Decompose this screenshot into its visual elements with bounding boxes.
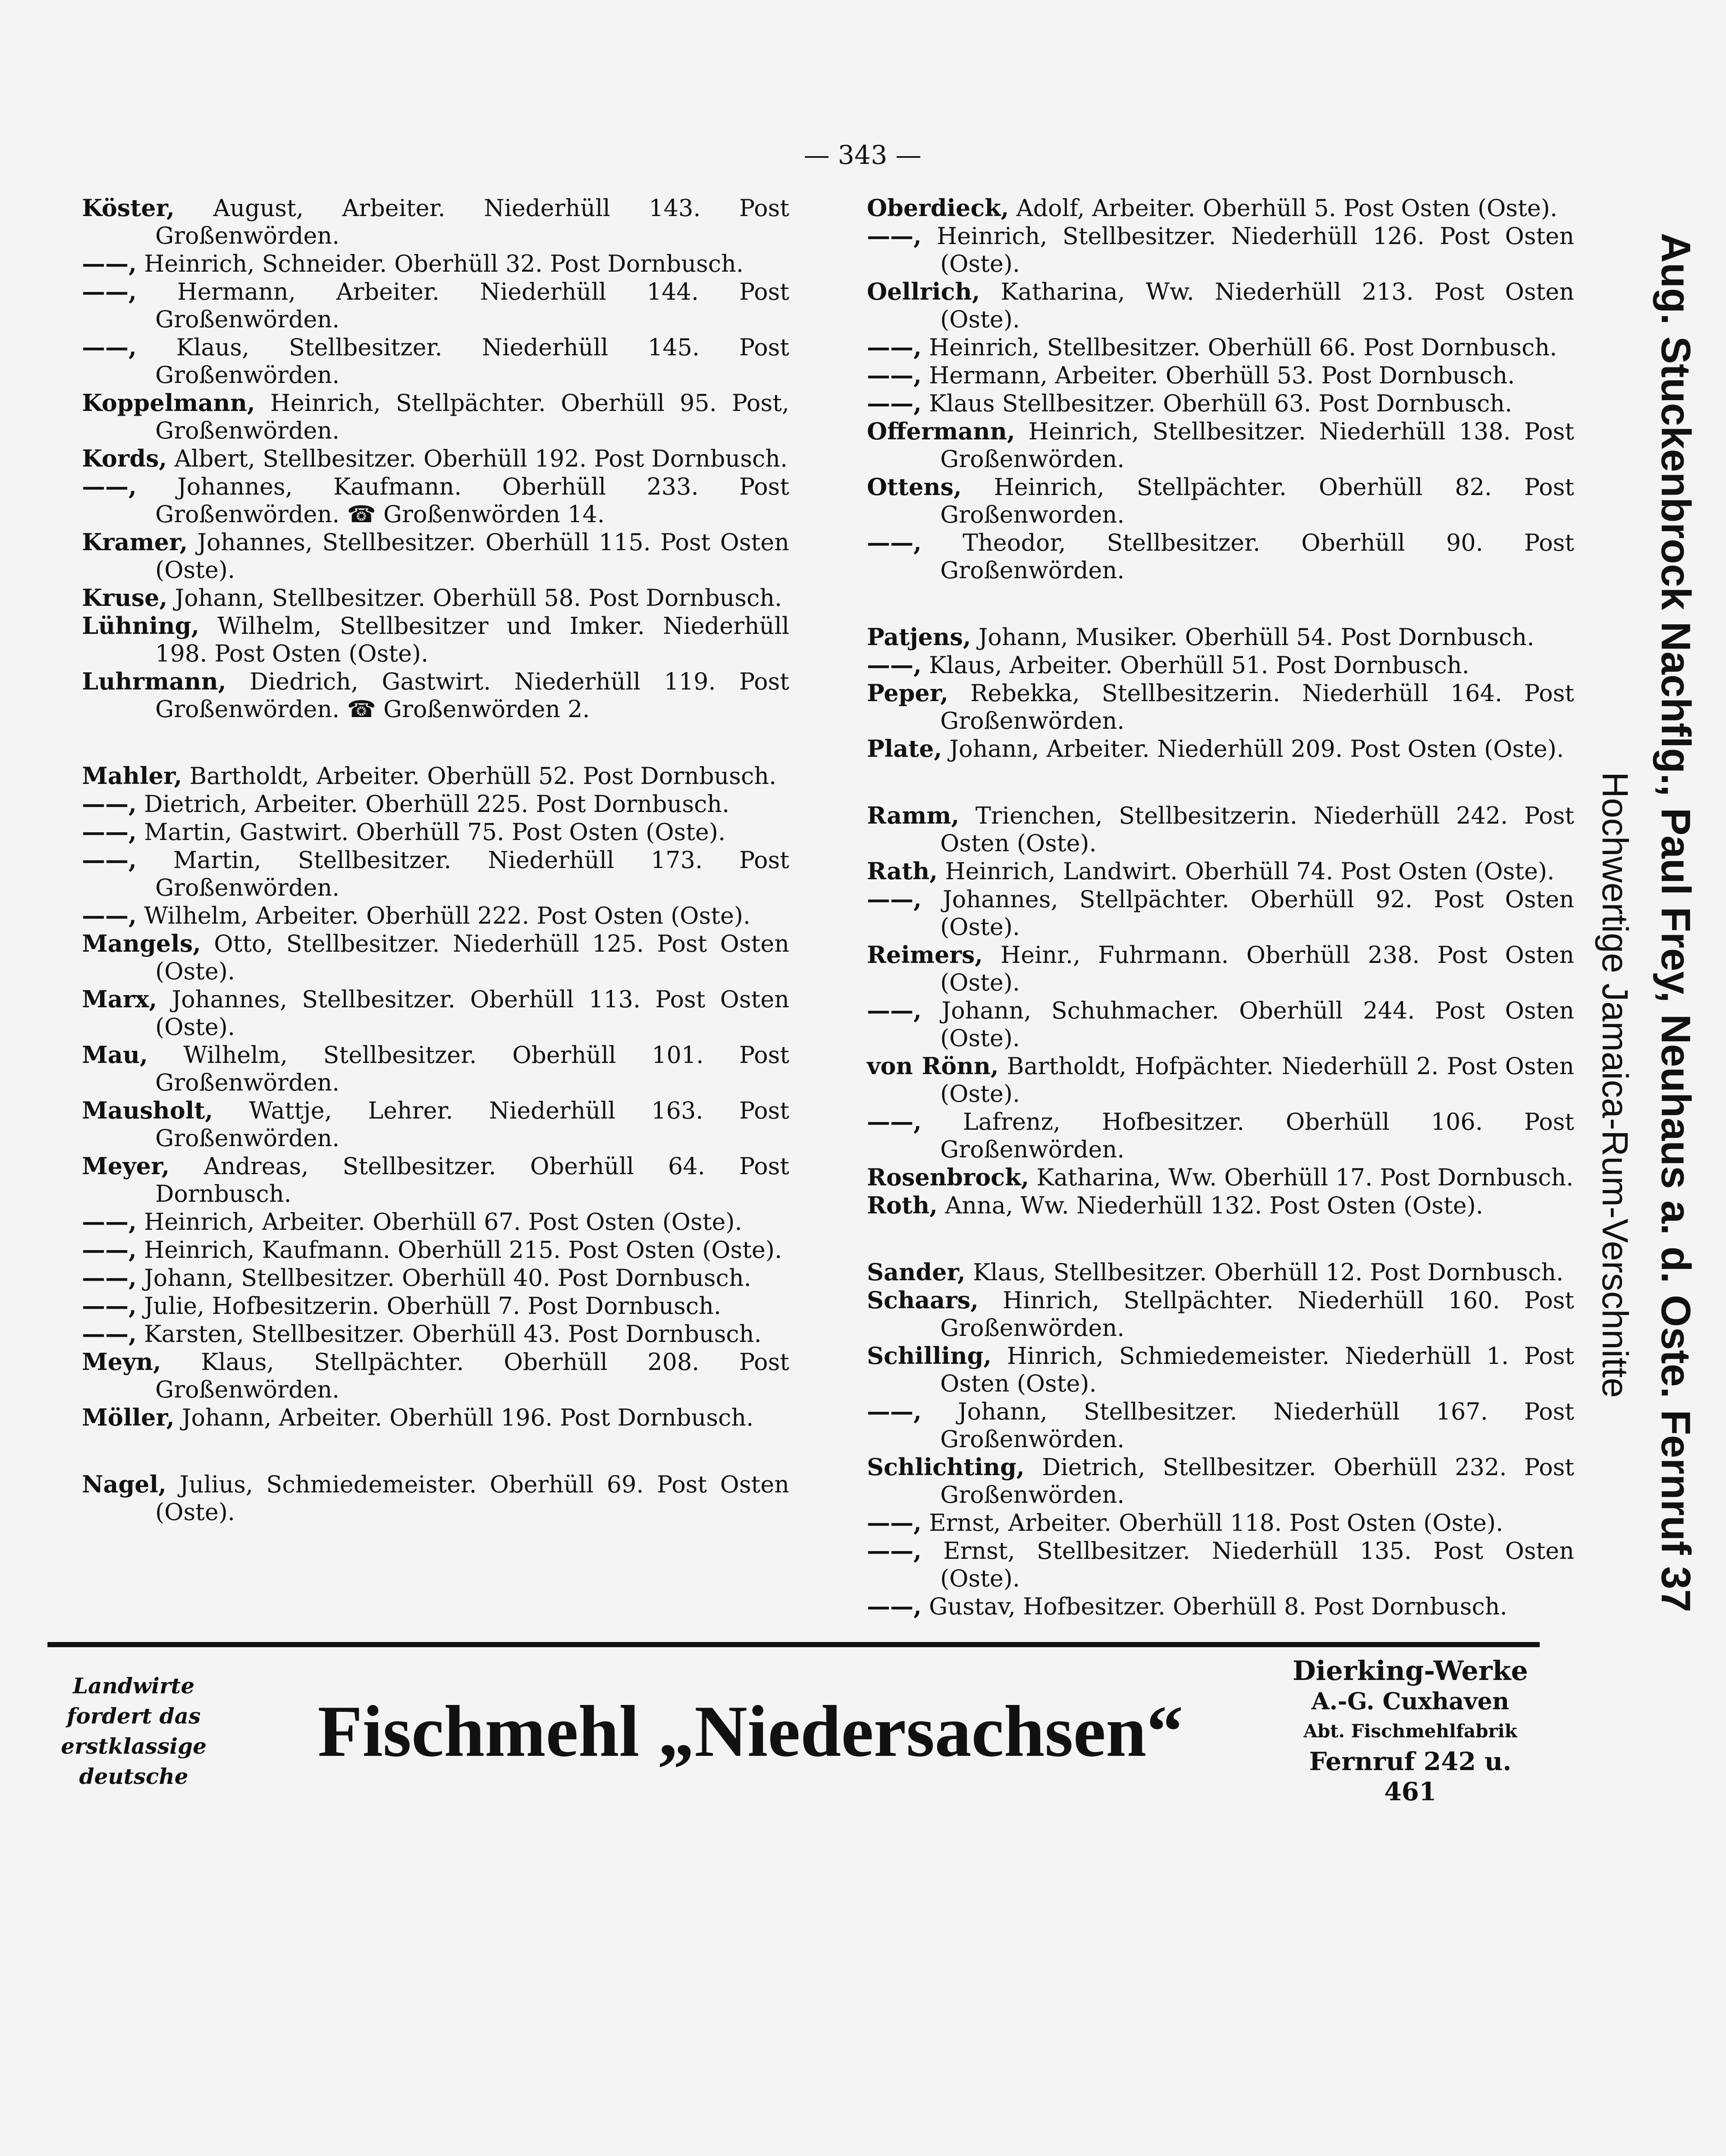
directory-entry <box>82 1264 789 1292</box>
entry-details: Martin, Stellbesitzer. Niederhüll 173. Post Großenwörden. <box>136 846 789 901</box>
ad-right-line: A.-G. Cuxhaven <box>1311 1687 1509 1715</box>
entry-details: Johann, Arbeiter. Oberhüll 196. Post Dornbusch. <box>174 1404 754 1431</box>
bottom-ad-left-text <box>47 1671 220 1792</box>
entry-details: August, Arbeiter. Niederhüll 143. Post Großenwörden. <box>155 194 789 249</box>
entry-surname: ——, <box>82 818 137 846</box>
entry-details: Dietrich, Arbeiter. Oberhüll 225. Post Dornbusch. <box>136 790 730 818</box>
entry-surname: Koppelmann, <box>82 389 255 417</box>
directory-entry <box>82 250 789 278</box>
bottom-ad-headline: Fischmehl „Niedersachsen“ <box>317 1691 1183 1772</box>
ad-left-line: deutsche <box>79 1764 188 1789</box>
entry-details: Katharina, Ww. Oberhüll 17. Post Dornbusch. <box>1029 1164 1574 1191</box>
entry-details: Ernst, Stellbesitzer. Niederhüll 135. Post Osten (Oste). <box>921 1537 1574 1592</box>
entry-details: Heinr., Fuhrmann. Oberhüll 238. Post Osten (Oste). <box>940 941 1574 996</box>
entry-details: Diedrich, Gastwirt. Niederhüll 119. Post Großenwörden. ☎ Großenwörden 2. <box>155 668 789 723</box>
entry-surname: ——, <box>82 333 137 361</box>
entry-surname: Patjens, <box>867 623 971 651</box>
directory-entry <box>867 194 1574 222</box>
entry-details: Andreas, Stellbesitzer. Oberhüll 64. Post Dornbusch. <box>155 1153 789 1207</box>
bottom-ad-company <box>1281 1656 1540 1807</box>
directory-entry <box>82 1097 789 1152</box>
entry-details: Heinrich, Stellbesitzer. Niederhüll 138. Post Großenwörden. <box>940 418 1574 473</box>
directory-entry <box>82 1236 789 1264</box>
ad-left-line: erstklassige <box>61 1733 207 1759</box>
entry-surname: Kramer, <box>82 528 188 556</box>
entry-surname: Oellrich, <box>867 278 980 305</box>
entry-details: Katharina, Ww. Niederhüll 213. Post Osten (Oste). <box>940 278 1574 333</box>
directory-entry <box>82 389 789 445</box>
entry-surname: Peper, <box>867 679 948 707</box>
directory-entry <box>867 1342 1574 1398</box>
entry-details: Martin, Gastwirt. Oberhüll 75. Post Osten (Oste). <box>136 818 726 846</box>
directory-entry <box>82 1292 789 1320</box>
entry-details: Julius, Schmiedemeister. Oberhüll 69. Post Osten (Oste). <box>155 1471 789 1526</box>
ad-left-line: fordert das <box>66 1703 201 1729</box>
entry-surname: ——, <box>82 1292 137 1319</box>
entry-surname: Marx, <box>82 985 157 1013</box>
page-number: — 343 — <box>803 140 922 170</box>
entry-details: Johann, Stellbesitzer. Oberhüll 40. Post Dornbusch. <box>136 1264 751 1291</box>
entry-details: Gustav, Hofbesitzer. Oberhüll 8. Post Dornbusch. <box>921 1593 1507 1620</box>
entry-details: Julie, Hofbesitzerin. Oberhüll 7. Post Dornbusch. <box>136 1292 722 1319</box>
entry-surname: Ottens, <box>867 473 962 501</box>
entry-surname: ——, <box>867 222 922 250</box>
entry-details: Hinrich, Schmiedemeister. Niederhüll 1. Post Osten (Oste). <box>940 1342 1574 1397</box>
directory-entry <box>82 333 789 389</box>
directory-entry <box>867 1592 1574 1620</box>
entry-details: Ernst, Arbeiter. Oberhüll 118. Post Osten (Oste). <box>921 1509 1503 1536</box>
section-gap <box>867 584 1574 623</box>
entry-surname: ——, <box>867 1509 922 1536</box>
directory-entry <box>867 417 1574 473</box>
entry-details: Johannes, Kaufmann. Oberhüll 233. Post Großenwörden. ☎ Großenwörden 14. <box>136 473 789 528</box>
directory-entry <box>82 1152 789 1208</box>
entry-details: Heinrich, Stellbesitzer. Niederhüll 126. Post Osten (Oste). <box>921 222 1574 277</box>
directory-entry <box>867 1108 1574 1163</box>
entry-surname: ——, <box>82 790 137 818</box>
directory-entry <box>82 528 789 584</box>
entry-surname: Kords, <box>82 445 167 472</box>
entry-details: Dietrich, Stellbesitzer. Oberhüll 232. Post Großenwörden. <box>940 1454 1574 1508</box>
entry-details: Johann, Musiker. Oberhüll 54. Post Dornbusch. <box>971 624 1535 651</box>
directory-entry <box>867 333 1574 361</box>
entry-surname: Offermann, <box>867 417 1015 445</box>
directory-entry <box>867 473 1574 529</box>
entry-surname: Kruse, <box>82 584 168 611</box>
section-gap <box>82 723 789 762</box>
entry-details: Heinrich, Stellpächter. Oberhüll 95. Post, Großenwörden. <box>155 389 789 444</box>
entry-surname: ——, <box>867 885 922 913</box>
entry-details: Johann, Schuhmacher. Oberhüll 244. Post Osten (Oste). <box>921 997 1574 1052</box>
entry-surname: ——, <box>867 1108 922 1135</box>
entry-surname: Köster, <box>82 194 175 222</box>
entry-surname: von Rönn, <box>867 1052 999 1080</box>
entry-surname: ——, <box>82 1236 137 1263</box>
directory-entry <box>867 802 1574 857</box>
entry-details: Bartholdt, Hofpächter. Niederhüll 2. Post Osten (Oste). <box>940 1053 1575 1107</box>
entry-surname: ——, <box>82 473 137 500</box>
right-column <box>867 194 1574 1620</box>
section-gap <box>82 1432 789 1470</box>
entry-surname: Schlichting, <box>867 1453 1025 1481</box>
entry-surname: ——, <box>867 1398 922 1425</box>
directory-entry <box>867 1453 1574 1509</box>
margin-ad-line1: Aug. Stuckenbrock Nachflg., Paul Frey, Neuhaus a. d. Oste. Fernruf 37 <box>1653 233 1699 1612</box>
ad-right-line: Abt. Fischmehlfabrik <box>1303 1720 1517 1742</box>
entry-surname: ——, <box>867 333 922 361</box>
directory-entry <box>867 679 1574 735</box>
entry-details: Heinrich, Landwirt. Oberhüll 74. Post Osten (Oste). <box>938 858 1555 885</box>
entry-details: Heinrich, Stellbesitzer. Oberhüll 66. Post Dornbusch. <box>921 334 1557 361</box>
entry-surname: Schaars, <box>867 1286 979 1314</box>
directory-entry <box>82 1348 789 1404</box>
directory-entry <box>867 885 1574 941</box>
entry-details: Wilhelm, Stellbesitzer. Oberhüll 101. Post Großenwörden. <box>147 1041 789 1096</box>
entry-surname: Roth, <box>867 1191 938 1219</box>
entry-surname: ——, <box>82 846 137 874</box>
divider-rule <box>47 1642 1540 1647</box>
entry-details: Albert, Stellbesitzer. Oberhüll 192. Post Dornbusch. <box>167 445 788 472</box>
entry-details: Johann, Stellbesitzer. Niederhüll 167. Post Großenwörden. <box>921 1398 1574 1453</box>
directory-entry <box>82 612 789 667</box>
directory-entry <box>867 1052 1574 1108</box>
entry-details: Johannes, Stellpächter. Oberhüll 92. Post Osten (Oste). <box>921 886 1574 940</box>
section-gap <box>867 763 1574 802</box>
entry-surname: Oberdieck, <box>867 194 1009 222</box>
entry-details: Wilhelm, Arbeiter. Oberhüll 222. Post Osten (Oste). <box>136 902 751 929</box>
entry-surname: Mausholt, <box>82 1097 213 1124</box>
entry-surname: Meyer, <box>82 1152 170 1180</box>
entry-surname: ——, <box>867 651 922 679</box>
directory-entry <box>82 762 789 790</box>
section-gap <box>867 1219 1574 1258</box>
directory-entry <box>867 941 1574 997</box>
entry-details: Klaus, Stellbesitzer. Oberhüll 12. Post Dornbusch. <box>965 1259 1564 1286</box>
directory-entry <box>867 529 1574 584</box>
entry-details: Klaus Stellbesitzer. Oberhüll 63. Post Dornbusch. <box>921 390 1513 417</box>
directory-entry <box>867 735 1574 763</box>
entry-details: Johannes, Stellbesitzer. Oberhüll 115. Post Osten (Oste). <box>155 529 789 583</box>
entry-surname: Reimers, <box>867 941 983 968</box>
entry-details: Johannes, Stellbesitzer. Oberhüll 113. Post Osten (Oste). <box>155 986 789 1040</box>
directory-entry <box>82 1208 789 1236</box>
entry-details: Hermann, Arbeiter. Niederhüll 144. Post Großenwörden. <box>136 278 789 333</box>
directory-entry <box>82 1404 789 1432</box>
entry-surname: Ramm, <box>867 802 960 829</box>
entry-details: Rebekka, Stellbesitzerin. Niederhüll 164. Post Großenwörden. <box>940 680 1574 734</box>
entry-surname: ——, <box>82 278 137 305</box>
entry-surname: Mangels, <box>82 930 201 957</box>
entry-surname: Nagel, <box>82 1470 166 1498</box>
directory-entry <box>867 1537 1574 1592</box>
margin-advertisement <box>1574 233 1712 2044</box>
entry-surname: Rath, <box>867 857 938 885</box>
columns <box>82 194 1574 1620</box>
entry-details: Johann, Stellbesitzer. Oberhüll 58. Post Dornbusch. <box>167 584 782 611</box>
directory-entry <box>867 1286 1574 1342</box>
entry-surname: ——, <box>867 389 922 417</box>
entry-surname: ——, <box>82 1208 137 1235</box>
entry-details: Klaus, Stellbesitzer. Niederhüll 145. Post Großenwörden. <box>136 334 789 389</box>
ad-right-line: Dierking-Werke <box>1293 1655 1528 1686</box>
directory-entry <box>867 1258 1574 1286</box>
entry-details: Adolf, Arbeiter. Oberhüll 5. Post Osten (Oste). <box>1009 194 1558 222</box>
entry-details: Theodor, Stellbesitzer. Oberhüll 90. Post Großenwörden. <box>921 529 1574 584</box>
entry-details: Trienchen, Stellbesitzerin. Niederhüll 242. Post Osten (Oste). <box>940 802 1574 857</box>
entry-details: Hermann, Arbeiter. Oberhüll 53. Post Dornbusch. <box>921 362 1515 389</box>
directory-entry <box>867 1163 1574 1191</box>
directory-entry <box>867 1509 1574 1537</box>
entry-details: Wattje, Lehrer. Niederhüll 163. Post Großenwörden. <box>155 1097 789 1152</box>
entry-surname: ——, <box>867 1537 922 1564</box>
directory-entry <box>82 473 789 528</box>
entry-surname: Möller, <box>82 1404 175 1431</box>
directory-entry <box>867 857 1574 885</box>
directory-entry <box>82 1470 789 1526</box>
directory-entry <box>867 1191 1574 1219</box>
directory-entry <box>82 1041 789 1097</box>
directory-entry <box>867 389 1574 417</box>
directory-entry <box>867 278 1574 333</box>
entry-details: Klaus, Arbeiter. Oberhüll 51. Post Dornbusch. <box>921 652 1469 679</box>
directory-entry <box>867 222 1574 278</box>
directory-entry <box>82 930 789 985</box>
directory-entry <box>867 361 1574 389</box>
entry-details: Heinrich, Schneider. Oberhüll 32. Post Dornbusch. <box>136 250 744 277</box>
entry-details: Heinrich, Stellpächter. Oberhüll 82. Post Großenworden. <box>940 473 1574 528</box>
entry-surname: ——, <box>82 1320 137 1348</box>
directory-entry <box>82 818 789 846</box>
entry-surname: ——, <box>82 1264 137 1291</box>
entry-details: Wilhelm, Stellbesitzer und Imker. Niederhüll 198. Post Osten (Oste). <box>155 612 789 667</box>
directory-entry <box>867 651 1574 679</box>
directory-entry <box>82 985 789 1041</box>
entry-surname: Rosenbrock, <box>867 1163 1029 1191</box>
entry-details: Heinrich, Arbeiter. Oberhüll 67. Post Osten (Oste). <box>136 1208 742 1235</box>
entry-surname: Mau, <box>82 1041 148 1069</box>
entry-surname: ——, <box>82 902 137 929</box>
directory-entry <box>82 445 789 473</box>
entry-surname: Luhrmann, <box>82 667 226 695</box>
directory-entry <box>82 667 789 723</box>
directory-entry <box>867 623 1574 651</box>
entry-surname: ——, <box>867 361 922 389</box>
directory-entry <box>867 1398 1574 1453</box>
directory-entry <box>82 584 789 612</box>
entry-details: Johann, Arbeiter. Niederhüll 209. Post Osten (Oste). <box>942 735 1564 762</box>
entry-details: Lafrenz, Hofbesitzer. Oberhüll 106. Post Großenwörden. <box>921 1108 1574 1163</box>
directory-entry <box>82 194 789 250</box>
ad-left-line: Landwirte <box>72 1673 195 1698</box>
margin-ad-line2: Hochwertige Jamaica-Rum-Verschnitte <box>1595 772 1635 1398</box>
directory-entry <box>82 902 789 930</box>
entry-surname: Schilling, <box>867 1342 992 1369</box>
entry-details: Bartholdt, Arbeiter. Oberhüll 52. Post Dornbusch. <box>182 762 777 790</box>
entry-details: Karsten, Stellbesitzer. Oberhüll 43. Post Dornbusch. <box>136 1320 762 1348</box>
directory-entry <box>82 278 789 333</box>
entry-surname: Plate, <box>867 735 942 762</box>
directory-entry <box>82 790 789 818</box>
entry-details: Heinrich, Kaufmann. Oberhüll 215. Post Osten (Oste). <box>136 1236 782 1263</box>
entry-details: Klaus, Stellpächter. Oberhüll 208. Post Großenwörden. <box>155 1348 789 1403</box>
directory-entry <box>82 1320 789 1348</box>
entry-surname: Sander, <box>867 1258 966 1286</box>
ad-right-line: Fernruf 242 u. 461 <box>1309 1747 1512 1806</box>
entry-surname: Lühning, <box>82 612 200 639</box>
entry-surname: ——, <box>867 1592 922 1620</box>
entry-details: Hinrich, Stellpächter. Niederhüll 160. Post Großenwörden. <box>940 1287 1574 1341</box>
entry-details: Otto, Stellbesitzer. Niederhüll 125. Post Osten (Oste). <box>155 930 789 985</box>
entry-surname: ——, <box>82 250 137 277</box>
entry-surname: Mahler, <box>82 762 182 790</box>
entry-surname: ——, <box>867 529 922 556</box>
left-column <box>82 194 789 1620</box>
directory-entry <box>82 846 789 902</box>
entry-surname: Meyn, <box>82 1348 161 1376</box>
entry-surname: ——, <box>867 997 922 1024</box>
directory-entry <box>867 997 1574 1052</box>
entry-details: Anna, Ww. Niederhüll 132. Post Osten (Oste). <box>937 1192 1484 1219</box>
bottom-advertisement <box>47 1647 1540 1833</box>
